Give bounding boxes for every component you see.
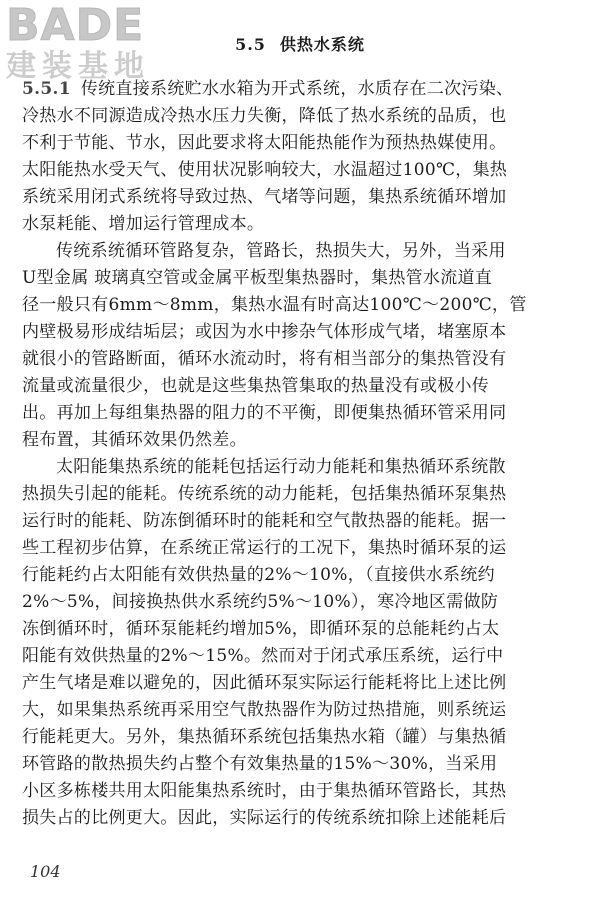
page-number: 104 [30,862,61,881]
text-line [22,346,584,373]
text-line [22,562,584,589]
line-text: 2%～5%，间接换热供水系统约5%～10%），寒冷地区需做防 [22,592,499,612]
clause-number: 5.5.1 [22,79,71,99]
text-line [22,211,584,238]
line-text: 冻倒循环时，循环泵能耗约增加5%，即循环泵的总能耗约占太 [22,619,500,639]
line-text: 就很小的管路断面，循环水流动时，将有相当部分的集热管没有 [22,349,507,369]
text-line [22,427,584,454]
line-text: 不利于节能、节水，因此要求将太阳能热能作为预热热媒使用。 [22,133,507,153]
section-title: 供热水系统 [279,35,365,54]
text-line [22,157,584,184]
line-text: 环管路的散热损失约占整个有效集热量的15%～30%，当采用 [22,754,498,774]
line-text: 水泵耗能、增加运行管理成本。 [22,214,265,234]
line-text: 程布置，其循环效果仍然差。 [22,430,247,450]
line-text: 运行时的能耗、防冻倒循环时的能耗和空气散热器的能耗。据一 [22,511,507,531]
line-text: 系统采用闭式系统将导致过热、气堵等问题，集热系统循环增加 [22,187,507,207]
line-text: 太阳能热水受天气、使用状况影响较大，水温超过100℃，集热 [22,160,508,180]
text-line [22,508,584,535]
line-text: 传统系统循环管路复杂，管路长，热损失大，另外，当采用 [56,241,506,261]
text-line [22,616,584,643]
line-text: 流量或流量很少，也就是这些集热管集取的热量没有或极小传 [22,376,490,396]
line-text: 行能耗更大。另外，集热循环系统包括集热水箱（罐）与集热循 [22,727,507,747]
text-line [22,400,584,427]
paragraph [22,454,584,832]
line-text: 径一般只有6mm～8mm，集热水温有时高达100℃～200℃，管 [22,295,527,315]
text-line [22,373,584,400]
text-line [22,670,584,697]
line-text: 产生气堵是难以避免的，因此循环泵实际运行能耗将比上述比例 [22,673,507,693]
text-line [22,292,584,319]
text-line [22,643,584,670]
line-text: 些工程初步估算，在系统正常运行的工况下，集热时循环泵的运 [22,538,507,558]
text-line [22,103,584,130]
line-text: 行能耗约占太阳能有效供热量的2%～10%，（直接供水系统约 [22,565,495,585]
watermark-chinese-text: 建装基地 [6,49,150,84]
line-text: 太阳能集热系统的能耗包括运行动力能耗和集热循环系统散 [56,457,506,477]
line-text: 损失占的比例更大。因此，实际运行的传统系统扣除上述能耗后 [22,808,507,828]
section-heading [0,32,600,55]
line-text: 热损失引起的能耗。传统系统的动力能耗，包括集热循环泵集热 [22,484,507,504]
text-line [22,238,584,265]
text-line [22,805,584,832]
text-line [22,184,584,211]
line-text: 小区多栋楼共用太阳能集热系统时，由于集热循环管路长，其热 [22,781,507,801]
text-line [22,265,584,292]
text-line [22,319,584,346]
line-text: U型金属 玻璃真空管或金属平板型集热器时，集热管水流道直 [22,268,493,288]
watermark-latin-text: BADE [6,0,145,51]
text-line [22,724,584,751]
body-text [22,76,584,832]
line-text: 大，如果集热系统再采用空气散热器作为防过热措施，则系统运 [22,700,507,720]
line-text: 出。再加上每组集热器的阻力的不平衡，即便集热循环管采用同 [22,403,507,423]
text-line [22,454,584,481]
line-text: 内壁极易形成结垢层；或因为水中掺杂气体形成气堵，堵塞原本 [22,322,507,342]
paragraph [22,76,584,238]
text-line [22,130,584,157]
line-text: 传统直接系统贮水水箱为开式系统，水质存在二次污染、 [80,79,514,99]
text-line [22,535,584,562]
text-line [22,751,584,778]
text-line [22,778,584,805]
section-number: 5.5 [235,35,266,54]
text-line [22,589,584,616]
line-text: 冷热水不同源造成冷热水压力失衡，降低了热水系统的品质，也 [22,106,507,126]
line-text: 阳能有效供热量的2%～15%。然而对于闭式承压系统，运行中 [22,646,504,666]
text-line [22,697,584,724]
paragraph [22,238,584,454]
text-line [22,481,584,508]
text-line [22,76,584,103]
